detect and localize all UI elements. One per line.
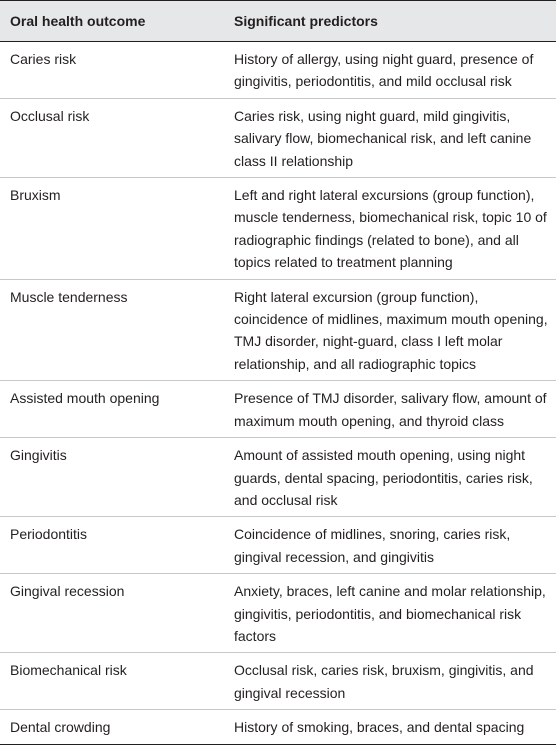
predictors-cell: History of smoking, braces, and dental spacing <box>234 710 556 744</box>
outcome-cell: Muscle tenderness <box>0 279 234 381</box>
predictors-cell: History of allergy, using night guard, presence of gingivitis, periodontitis, and mild occlusal risk <box>234 42 556 99</box>
table-row <box>0 517 556 574</box>
outcome-cell: Caries risk <box>0 42 234 99</box>
table-row <box>0 574 556 653</box>
outcome-cell: Biomechanical risk <box>0 653 234 710</box>
table-row <box>0 710 556 744</box>
table-row <box>0 279 556 381</box>
predictors-cell: Occlusal risk, caries risk, bruxism, gingivitis, and gingival recession <box>234 653 556 710</box>
predictors-cell: Coincidence of midlines, snoring, caries risk, gingival recession, and gingivitis <box>234 517 556 574</box>
outcome-cell: Occlusal risk <box>0 98 234 177</box>
outcome-cell: Bruxism <box>0 178 234 280</box>
outcome-cell: Assisted mouth opening <box>0 381 234 438</box>
predictors-cell: Right lateral excursion (group function), coincidence of midlines, maximum mouth opening, TMJ disorder, night-guard, class I left molar relationship, and all radiographic topics <box>234 279 556 381</box>
outcome-cell: Periodontitis <box>0 517 234 574</box>
header-row <box>0 1 556 42</box>
header-significant-predictors: Significant predictors <box>234 1 556 42</box>
table-row <box>0 438 556 517</box>
table-row <box>0 653 556 710</box>
predictors-cell: Amount of assisted mouth opening, using night guards, dental spacing, periodontitis, caries risk, and occlusal risk <box>234 438 556 517</box>
predictors-cell: Left and right lateral excursions (group function), muscle tenderness, biomechanical risk, topic 10 of radiographic findings (related to bone), and all topics related to treatment planning <box>234 178 556 280</box>
table-row <box>0 98 556 177</box>
outcome-cell: Gingivitis <box>0 438 234 517</box>
table-body <box>0 42 556 745</box>
predictors-cell: Anxiety, braces, left canine and molar relationship, gingivitis, periodontitis, and biomechanical risk factors <box>234 574 556 653</box>
header-oral-health-outcome: Oral health outcome <box>0 1 234 42</box>
outcome-cell: Dental crowding <box>0 710 234 744</box>
predictors-cell: Presence of TMJ disorder, salivary flow, amount of maximum mouth opening, and thyroid class <box>234 381 556 438</box>
table-row <box>0 178 556 280</box>
table-row <box>0 42 556 99</box>
predictors-cell: Caries risk, using night guard, mild gingivitis, salivary flow, biomechanical risk, and left canine class II relationship <box>234 98 556 177</box>
outcome-cell: Gingival recession <box>0 574 234 653</box>
table-header <box>0 1 556 42</box>
table-row <box>0 381 556 438</box>
